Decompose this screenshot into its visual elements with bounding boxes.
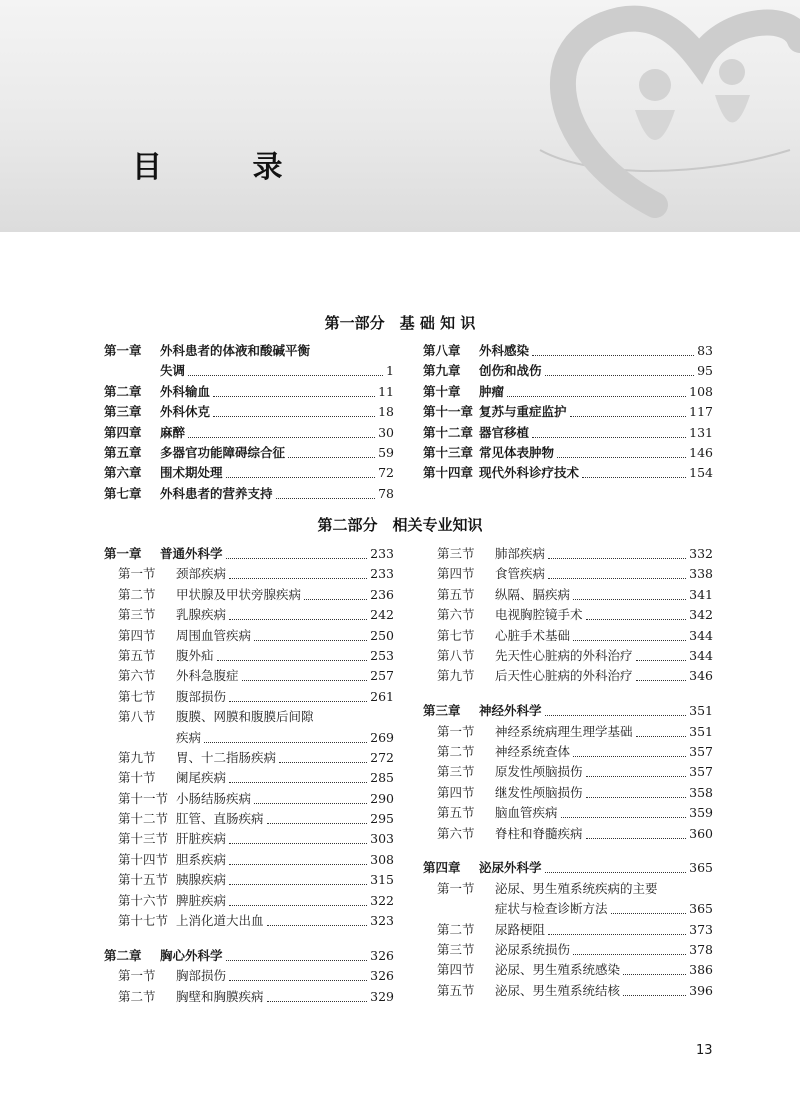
toc-section-entry xyxy=(104,966,394,986)
entry-number: 第一章 xyxy=(104,343,142,358)
entry-number: 第五节 xyxy=(437,805,475,821)
entry-page: 344 xyxy=(689,627,713,643)
page-title: 目 录 xyxy=(132,150,323,185)
entry-page: 290 xyxy=(370,790,394,806)
entry-page: 378 xyxy=(689,942,713,958)
toc-chapter-entry xyxy=(104,544,394,564)
dot-leader xyxy=(229,880,367,885)
entry-page: 108 xyxy=(689,383,713,399)
toc-section-entry xyxy=(104,891,394,911)
dot-leader xyxy=(254,799,367,804)
dot-leader xyxy=(304,595,367,600)
toc-section-entry xyxy=(104,809,394,829)
toc-chapter-entry xyxy=(423,463,713,483)
part2-left-column xyxy=(104,544,394,1007)
dot-leader xyxy=(229,976,367,981)
entry-page: 373 xyxy=(689,921,713,937)
entry-title: 外科患者的体液和酸碱平衡 xyxy=(160,343,311,358)
dot-leader xyxy=(229,574,367,579)
entry-page: 11 xyxy=(378,383,394,399)
entry-number: 第十节 xyxy=(118,770,156,786)
entry-number: 第三节 xyxy=(437,764,475,780)
entry-title: 神经系统查体 xyxy=(495,744,571,760)
entry-title: 胸心外科学 xyxy=(160,947,223,963)
entry-number: 第四节 xyxy=(437,566,475,582)
toc-section-entry xyxy=(104,789,394,809)
entry-number: 第十五节 xyxy=(118,872,169,888)
entry-page: 154 xyxy=(689,465,713,481)
toc-section-entry xyxy=(423,803,713,823)
toc-chapter-entry xyxy=(104,443,394,463)
entry-title: 胸部损伤 xyxy=(176,968,227,984)
toc-chapter-entry xyxy=(423,858,713,878)
entry-number: 第二节 xyxy=(118,988,156,1004)
dot-leader xyxy=(188,433,375,438)
entry-title: 胃、十二指肠疾病 xyxy=(176,749,277,765)
toc-section-entry xyxy=(423,824,713,844)
dot-leader xyxy=(226,554,367,559)
entry-title: 普通外科学 xyxy=(160,546,223,561)
entry-number: 第十二节 xyxy=(118,811,169,827)
dot-leader xyxy=(573,595,686,600)
dot-leader xyxy=(573,636,686,641)
entry-number: 第二章 xyxy=(104,383,142,399)
entry-number: 第六节 xyxy=(437,825,475,841)
entry-title: 麻醉 xyxy=(160,424,186,440)
dot-leader xyxy=(229,839,367,844)
toc-chapter-entry xyxy=(423,341,713,361)
toc-section-entry xyxy=(423,742,713,762)
part2-right-column xyxy=(423,544,713,1001)
entry-number: 第十四章 xyxy=(423,465,474,481)
entry-title: 上消化道大出血 xyxy=(176,913,264,929)
entry-title-continued: 症状与检查诊断方法 xyxy=(495,901,608,917)
entry-number: 第八章 xyxy=(423,343,461,358)
entry-page: 351 xyxy=(689,723,713,739)
entry-page: 272 xyxy=(370,749,394,765)
dot-leader xyxy=(267,819,367,824)
entry-page: 78 xyxy=(378,485,394,501)
entry-page: 365 xyxy=(689,901,713,917)
entry-page: 315 xyxy=(370,872,394,888)
dot-leader xyxy=(229,697,367,702)
dot-leader xyxy=(288,453,375,458)
entry-title: 泌尿外科学 xyxy=(479,860,542,876)
entry-page: 326 xyxy=(370,947,394,963)
entry-title: 肿瘤 xyxy=(479,383,505,399)
entry-number: 第四节 xyxy=(118,627,156,643)
dot-leader xyxy=(561,813,686,818)
entry-number: 第四节 xyxy=(437,962,475,978)
toc-section-entry xyxy=(104,666,394,686)
entry-number: 第二节 xyxy=(437,921,475,937)
dot-leader xyxy=(548,930,686,935)
header-banner xyxy=(0,0,800,232)
entry-page: 18 xyxy=(378,404,394,420)
entry-page: 360 xyxy=(689,825,713,841)
entry-number: 第十一节 xyxy=(118,790,169,806)
toc-section-entry-continued xyxy=(423,899,713,919)
entry-title: 腹外疝 xyxy=(176,647,214,663)
dot-leader xyxy=(204,738,367,743)
entry-number: 第四章 xyxy=(104,424,142,440)
toc-chapter-entry xyxy=(104,402,394,422)
dot-leader xyxy=(611,909,686,914)
entry-page: 322 xyxy=(370,892,394,908)
entry-number: 第七章 xyxy=(104,485,142,501)
entry-title: 颈部疾病 xyxy=(176,566,227,582)
entry-number: 第十二章 xyxy=(423,424,474,440)
dot-leader xyxy=(226,956,367,961)
toc-section-entry xyxy=(423,544,713,564)
entry-number: 第十四节 xyxy=(118,851,169,867)
entry-page: 236 xyxy=(370,586,394,602)
entry-page: 338 xyxy=(689,566,713,582)
part1-right-column xyxy=(423,341,713,484)
entry-page: 117 xyxy=(689,404,713,420)
entry-number: 第九章 xyxy=(423,363,461,379)
entry-number: 第十章 xyxy=(423,383,461,399)
entry-number: 第五节 xyxy=(437,586,475,602)
dot-leader xyxy=(636,732,686,737)
entry-title: 阑尾疾病 xyxy=(176,770,227,786)
toc-section-entry xyxy=(423,920,713,940)
entry-title: 心脏手术基础 xyxy=(495,627,571,643)
toc-chapter-entry xyxy=(423,402,713,422)
spacer xyxy=(104,931,394,946)
entry-page: 332 xyxy=(689,546,713,561)
dot-leader xyxy=(254,636,367,641)
dot-leader xyxy=(276,494,375,499)
entry-title: 原发性颅脑损伤 xyxy=(495,764,583,780)
dot-leader xyxy=(586,834,686,839)
dot-leader xyxy=(267,997,367,1002)
part2-heading: 第二部分 相关专业知识 xyxy=(317,516,483,534)
entry-title: 泌尿系统损伤 xyxy=(495,942,571,958)
entry-number: 第九节 xyxy=(118,749,156,765)
toc-section-entry xyxy=(104,870,394,890)
entry-title: 尿路梗阻 xyxy=(495,921,546,937)
toc-section-entry xyxy=(104,768,394,788)
spacer xyxy=(423,844,713,859)
toc-chapter-entry xyxy=(104,382,394,402)
entry-page: 359 xyxy=(689,805,713,821)
entry-number: 第十六节 xyxy=(118,892,169,908)
dot-leader xyxy=(573,752,686,757)
entry-number: 第十三章 xyxy=(423,444,474,460)
entry-page: 253 xyxy=(370,647,394,663)
dot-leader xyxy=(213,392,375,397)
toc-section-entry xyxy=(104,605,394,625)
entry-title: 乳腺疾病 xyxy=(176,607,227,623)
entry-number: 第二章 xyxy=(104,947,142,963)
dot-leader xyxy=(229,615,367,620)
toc-chapter-entry-continued xyxy=(104,361,394,381)
entry-number: 第十一章 xyxy=(423,404,474,420)
entry-page: 59 xyxy=(378,444,394,460)
toc-section-entry xyxy=(104,707,394,727)
entry-page: 323 xyxy=(370,913,394,929)
page-number: 13 xyxy=(696,1043,713,1058)
dot-leader xyxy=(586,615,686,620)
dot-leader xyxy=(636,656,686,661)
dot-leader xyxy=(532,351,694,356)
entry-title: 泌尿、男生殖系统结核 xyxy=(495,982,621,998)
entry-title: 现代外科诊疗技术 xyxy=(479,465,580,481)
entry-title: 胆系疾病 xyxy=(176,851,227,867)
part1-left-column xyxy=(104,341,394,504)
toc-section-entry xyxy=(104,829,394,849)
entry-page: 233 xyxy=(370,566,394,582)
entry-title: 神经外科学 xyxy=(479,703,542,719)
entry-title: 神经系统病理生理学基础 xyxy=(495,723,633,739)
entry-title: 外科患者的营养支持 xyxy=(160,485,273,501)
entry-page: 303 xyxy=(370,831,394,847)
entry-number: 第十七节 xyxy=(118,913,169,929)
toc-section-entry xyxy=(423,646,713,666)
toc-section-entry xyxy=(104,626,394,646)
entry-number: 第七节 xyxy=(118,688,156,704)
entry-page: 344 xyxy=(689,647,713,663)
dot-leader xyxy=(548,574,686,579)
dot-leader xyxy=(586,793,686,798)
entry-title: 先天性心脏病的外科治疗 xyxy=(495,647,633,663)
heart-family-logo-icon xyxy=(470,0,800,232)
entry-title: 小肠结肠疾病 xyxy=(176,790,252,806)
entry-page: 346 xyxy=(689,668,713,684)
toc-chapter-entry xyxy=(423,701,713,721)
entry-page: 250 xyxy=(370,627,394,643)
toc-chapter-entry xyxy=(423,423,713,443)
entry-number: 第四章 xyxy=(423,860,461,876)
entry-page: 341 xyxy=(689,586,713,602)
toc-section-entry xyxy=(423,585,713,605)
spacer xyxy=(423,687,713,702)
entry-title: 器官移植 xyxy=(479,424,530,440)
entry-number: 第一节 xyxy=(118,968,156,984)
toc-chapter-entry xyxy=(104,946,394,966)
dot-leader xyxy=(217,656,367,661)
toc-section-entry-continued xyxy=(104,728,394,748)
entry-page: 269 xyxy=(370,729,394,745)
toc-section-entry xyxy=(104,646,394,666)
dot-leader xyxy=(229,860,367,865)
entry-title: 后天性心脏病的外科治疗 xyxy=(495,668,633,684)
entry-page: 308 xyxy=(370,851,394,867)
toc-section-entry xyxy=(423,879,713,899)
toc-chapter-entry xyxy=(423,361,713,381)
entry-title: 腹部损伤 xyxy=(176,688,227,704)
part1-heading: 第一部分 基 础 知 识 xyxy=(324,314,476,332)
entry-title: 外科输血 xyxy=(160,383,211,399)
entry-title: 多器官功能障碍综合征 xyxy=(160,444,286,460)
entry-page: 386 xyxy=(689,962,713,978)
entry-page: 285 xyxy=(370,770,394,786)
entry-page: 396 xyxy=(689,982,713,998)
entry-title: 泌尿、男生殖系统疾病的主要 xyxy=(495,880,658,896)
entry-title-continued: 失调 xyxy=(160,363,186,379)
entry-number: 第五节 xyxy=(437,982,475,998)
entry-number: 第四节 xyxy=(437,784,475,800)
dot-leader xyxy=(242,676,367,681)
entry-title: 肛管、直肠疾病 xyxy=(176,811,264,827)
entry-page: 30 xyxy=(378,424,394,440)
entry-page: 146 xyxy=(689,444,713,460)
entry-page: 257 xyxy=(370,668,394,684)
entry-page: 261 xyxy=(370,688,394,704)
entry-title: 腹膜、网膜和腹膜后间隙 xyxy=(176,709,314,725)
toc-section-entry xyxy=(423,940,713,960)
entry-number: 第一章 xyxy=(104,546,142,561)
dot-leader xyxy=(623,970,686,975)
entry-page: 326 xyxy=(370,968,394,984)
toc-chapter-entry xyxy=(104,423,394,443)
dot-leader xyxy=(545,711,686,716)
entry-title: 甲状腺及甲状旁腺疾病 xyxy=(176,586,302,602)
toc-section-entry xyxy=(423,722,713,742)
dot-leader xyxy=(267,921,367,926)
entry-number: 第一节 xyxy=(437,723,475,739)
toc-section-entry xyxy=(423,981,713,1001)
entry-number: 第十三节 xyxy=(118,831,169,847)
entry-title: 脑血管疾病 xyxy=(495,805,558,821)
toc-section-entry xyxy=(104,987,394,1007)
entry-title: 泌尿、男生殖系统感染 xyxy=(495,962,621,978)
entry-number: 第三节 xyxy=(118,607,156,623)
entry-title: 外科休克 xyxy=(160,404,211,420)
dot-leader xyxy=(573,950,686,955)
entry-page: 295 xyxy=(370,811,394,827)
entry-title: 围术期处理 xyxy=(160,465,223,481)
dot-leader xyxy=(586,772,686,777)
entry-number: 第三章 xyxy=(423,703,461,719)
entry-number: 第六节 xyxy=(437,607,475,623)
entry-number: 第八节 xyxy=(437,647,475,663)
entry-number: 第九节 xyxy=(437,668,475,684)
dot-leader xyxy=(623,991,686,996)
entry-title: 继发性颅脑损伤 xyxy=(495,784,583,800)
toc-section-entry xyxy=(104,687,394,707)
toc-section-entry xyxy=(104,585,394,605)
toc-chapter-entry xyxy=(423,382,713,402)
toc-section-entry xyxy=(423,564,713,584)
dot-leader xyxy=(507,392,686,397)
entry-title-continued: 疾病 xyxy=(176,729,202,745)
entry-number: 第三节 xyxy=(437,942,475,958)
entry-title: 纵隔、膈疾病 xyxy=(495,586,571,602)
entry-title: 脾脏疾病 xyxy=(176,892,227,908)
toc-section-entry xyxy=(423,626,713,646)
entry-number: 第三章 xyxy=(104,404,142,420)
dot-leader xyxy=(582,473,686,478)
entry-number: 第七节 xyxy=(437,627,475,643)
entry-page: 72 xyxy=(378,465,394,481)
entry-number: 第三节 xyxy=(437,546,475,561)
dot-leader xyxy=(188,371,383,376)
dot-leader xyxy=(229,778,367,783)
dot-leader xyxy=(279,758,367,763)
toc-section-entry xyxy=(423,762,713,782)
toc-chapter-entry xyxy=(104,484,394,504)
entry-page: 329 xyxy=(370,988,394,1004)
dot-leader xyxy=(213,412,375,417)
toc-section-entry xyxy=(423,960,713,980)
toc-section-entry xyxy=(104,748,394,768)
entry-number: 第二节 xyxy=(437,744,475,760)
toc-section-entry xyxy=(423,605,713,625)
entry-page: 358 xyxy=(689,784,713,800)
entry-page: 95 xyxy=(697,363,713,379)
dot-leader xyxy=(557,453,686,458)
entry-title: 外科急腹症 xyxy=(176,668,239,684)
dot-leader xyxy=(226,473,375,478)
entry-title: 肺部疾病 xyxy=(495,546,546,561)
toc-section-entry xyxy=(423,783,713,803)
entry-page: 233 xyxy=(370,546,394,561)
toc-chapter-entry xyxy=(104,341,394,361)
entry-number: 第八节 xyxy=(118,709,156,725)
entry-number: 第五章 xyxy=(104,444,142,460)
entry-number: 第五节 xyxy=(118,647,156,663)
entry-title: 脊柱和脊髓疾病 xyxy=(495,825,583,841)
toc-section-entry xyxy=(104,564,394,584)
entry-number: 第二节 xyxy=(118,586,156,602)
entry-page: 351 xyxy=(689,703,713,719)
entry-title: 常见体表肿物 xyxy=(479,444,555,460)
toc-section-entry xyxy=(423,666,713,686)
entry-page: 365 xyxy=(689,860,713,876)
toc-section-entry xyxy=(104,850,394,870)
entry-number: 第六节 xyxy=(118,668,156,684)
dot-leader xyxy=(545,868,686,873)
entry-title: 肝脏疾病 xyxy=(176,831,227,847)
dot-leader xyxy=(532,433,686,438)
entry-number: 第一节 xyxy=(437,880,475,896)
entry-title: 电视胸腔镜手术 xyxy=(495,607,583,623)
dot-leader xyxy=(570,412,686,417)
dot-leader xyxy=(548,554,686,559)
dot-leader xyxy=(636,676,686,681)
toc-chapter-entry xyxy=(104,463,394,483)
dot-leader xyxy=(229,901,367,906)
entry-page: 342 xyxy=(689,607,713,623)
entry-page: 357 xyxy=(689,764,713,780)
toc-section-entry xyxy=(104,911,394,931)
entry-title: 胰腺疾病 xyxy=(176,872,227,888)
entry-page: 83 xyxy=(697,343,713,358)
entry-number: 第六章 xyxy=(104,465,142,481)
entry-page: 357 xyxy=(689,744,713,760)
entry-page: 242 xyxy=(370,607,394,623)
entry-title: 食管疾病 xyxy=(495,566,546,582)
entry-title: 周围血管疾病 xyxy=(176,627,252,643)
dot-leader xyxy=(545,371,694,376)
entry-number: 第一节 xyxy=(118,566,156,582)
toc-chapter-entry xyxy=(423,443,713,463)
entry-title: 外科感染 xyxy=(479,343,530,358)
entry-title: 胸壁和胸膜疾病 xyxy=(176,988,264,1004)
entry-page: 131 xyxy=(689,424,713,440)
entry-page: 1 xyxy=(386,363,394,379)
entry-title: 复苏与重症监护 xyxy=(479,404,567,420)
entry-title: 创伤和战伤 xyxy=(479,363,542,379)
